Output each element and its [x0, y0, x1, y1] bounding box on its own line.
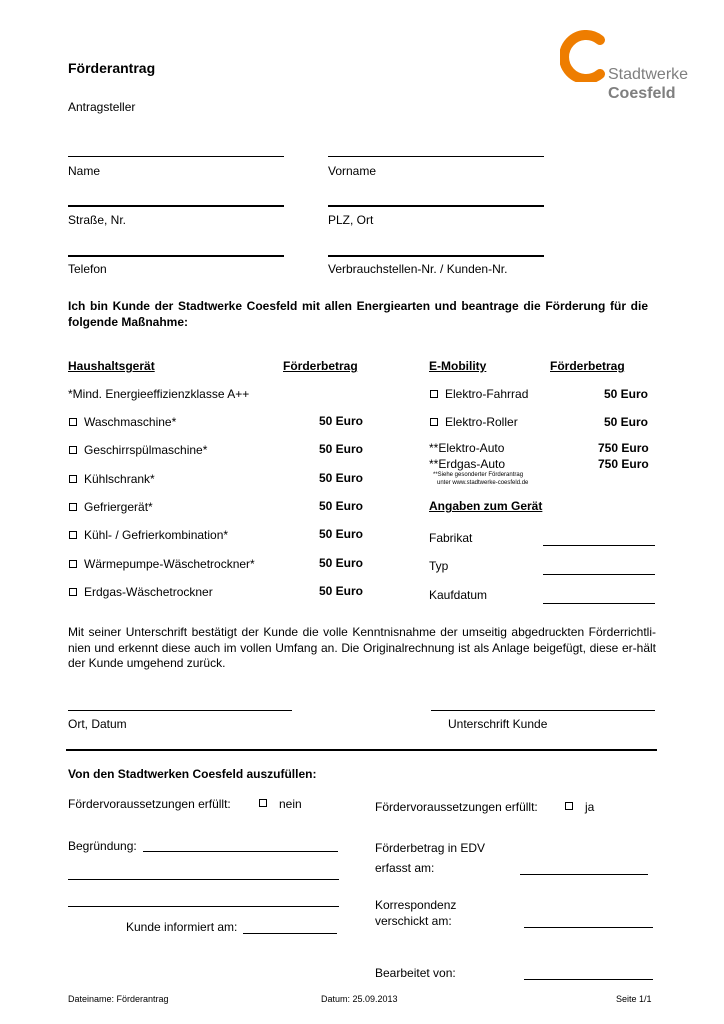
household-item-checkbox[interactable]: [69, 446, 77, 454]
elektro-auto-amount: 750 Euro: [598, 441, 649, 455]
elektro-roller-amount: 50 Euro: [604, 415, 649, 429]
verschickt-label: verschickt am:: [375, 914, 452, 928]
household-item-label: Wärmepumpe-Wäschetrockner*: [84, 556, 255, 571]
household-item-label: Erdgas-Wäschetrockner: [84, 584, 213, 599]
verbrauch-label: Verbrauchstellen-Nr. / Kunden-Nr.: [328, 262, 508, 276]
household-item-checkbox[interactable]: [69, 418, 77, 426]
plz-field[interactable]: [328, 205, 544, 207]
kunde-informiert-field[interactable]: [243, 933, 337, 934]
household-item-amount: 50 Euro: [319, 583, 364, 598]
bearbeitet-field[interactable]: [524, 979, 653, 980]
unterschrift-label: Unterschrift Kunde: [448, 717, 548, 731]
logo-text-line1: Stadtwerke: [608, 66, 689, 83]
typ-label: Typ: [429, 559, 449, 573]
telefon-label: Telefon: [68, 262, 107, 276]
korrespondenz-label: Korrespondenz: [375, 898, 457, 912]
erfasst-field[interactable]: [520, 874, 648, 875]
elektro-auto-label: **Elektro-Auto: [429, 441, 505, 455]
telefon-field[interactable]: [68, 255, 284, 257]
household-item-label: Kühlschrank*: [84, 471, 155, 486]
kaufdatum-label: Kaufdatum: [429, 588, 488, 602]
logo-text-line2: Coesfeld: [608, 85, 676, 102]
footer-seite: Seite 1/1: [616, 994, 652, 1004]
household-item-amount: 50 Euro: [319, 442, 364, 457]
office-heading: Von den Stadtwerken Coesfeld auszufüllen:: [68, 767, 317, 781]
household-item-checkbox[interactable]: [69, 560, 77, 568]
vorname-field[interactable]: [328, 156, 544, 157]
nein-label: nein: [279, 797, 302, 811]
household-item-checkbox[interactable]: [69, 588, 77, 596]
emobility-footnote-1: **Siehe gesonderter Förderantrag: [433, 472, 524, 478]
emobility-heading: E-Mobility: [429, 359, 487, 373]
strasse-label: Straße, Nr.: [68, 213, 127, 227]
fabrikat-field[interactable]: [543, 545, 655, 546]
household-heading: Haushaltsgerät: [68, 359, 155, 373]
voraussetzungen-right-label: Fördervoraussetzungen erfüllt:: [375, 800, 538, 814]
household-item-label: Geschirrspülmaschine*: [84, 443, 208, 458]
household-item-amount: 50 Euro: [319, 414, 364, 428]
household-item-label: Waschmaschine*: [84, 415, 177, 429]
household-item-amount: 50 Euro: [319, 555, 364, 570]
household-item-label: Kühl- / Gefrierkombination*: [84, 528, 229, 543]
emobility-amount-heading: Förderbetrag: [550, 359, 625, 373]
elektro-fahrrad-amount: 50 Euro: [604, 387, 649, 401]
fabrikat-label: Fabrikat: [429, 531, 473, 545]
household-item-amount: 50 Euro: [319, 527, 364, 542]
typ-field[interactable]: [543, 574, 655, 575]
verbrauch-field[interactable]: [328, 255, 544, 257]
elektro-fahrrad-checkbox[interactable]: [430, 390, 438, 398]
page-title: Förderantrag: [68, 60, 156, 76]
intro-text: Ich bin Kunde der Stadtwerke Coesfeld mit allen Energiearten und beantrage die Förderung für die folgende Maßnahme:: [68, 299, 648, 329]
household-item-label: Gefriergerät*: [84, 499, 153, 514]
household-item-checkbox[interactable]: [69, 503, 77, 511]
emobility-footnote-2: unter www.stadtwerke-coesfeld.de: [437, 480, 529, 486]
plz-label: PLZ, Ort: [328, 213, 374, 227]
verschickt-field[interactable]: [524, 927, 653, 928]
elektro-roller-label: Elektro-Roller: [445, 415, 518, 429]
footer-datum: Datum: 25.09.2013: [321, 994, 398, 1004]
ort-datum-field[interactable]: [68, 710, 292, 711]
efficiency-note: *Mind. Energieeffizienzklasse A++: [68, 387, 250, 401]
elektro-fahrrad-label: Elektro-Fahrrad: [445, 387, 529, 401]
ja-checkbox[interactable]: [565, 802, 573, 810]
household-item-checkbox[interactable]: [69, 531, 77, 539]
stadtwerke-logo: [560, 30, 690, 105]
household-item-amount: 50 Euro: [319, 498, 364, 513]
household-item-checkbox[interactable]: [69, 475, 77, 483]
betrag-edv-label: Förderbetrag in EDV: [375, 841, 486, 855]
strasse-field[interactable]: [68, 205, 284, 207]
household-amount-heading: Förderbetrag: [283, 359, 358, 373]
elektro-roller-checkbox[interactable]: [430, 418, 438, 426]
confirmation-text: Mit seiner Unterschrift bestätigt der Kunde die volle Kenntnisnahme der umseitig abgedruckten Förderrichtli-nien und erkennt diese auch im vollen Umfang an. Die Originalrechnung ist als Anlage beigefügt, diese er-hält der Kunde umgehend zurück.: [68, 625, 656, 670]
erfasst-label: erfasst am:: [375, 861, 435, 875]
begruendung-line-2[interactable]: [68, 879, 339, 880]
kaufdatum-field[interactable]: [543, 603, 655, 604]
voraussetzungen-left-label: Fördervoraussetzungen erfüllt:: [68, 797, 231, 811]
household-item-amount: 50 Euro: [319, 470, 364, 485]
kunde-informiert-label: Kunde informiert am:: [126, 920, 238, 934]
logo-c-icon: [560, 30, 612, 82]
bearbeitet-label: Bearbeitet von:: [375, 966, 456, 980]
begruendung-line-3[interactable]: [68, 906, 339, 907]
applicant-heading: Antragsteller: [68, 100, 136, 114]
unterschrift-field[interactable]: [431, 710, 655, 711]
device-heading: Angaben zum Gerät: [429, 499, 543, 513]
vorname-label: Vorname: [328, 164, 377, 178]
name-label: Name: [68, 164, 101, 178]
begruendung-field[interactable]: [143, 851, 338, 852]
erdgas-auto-label: **Erdgas-Auto: [429, 457, 506, 471]
name-field[interactable]: [68, 156, 284, 157]
section-divider: [66, 749, 657, 751]
erdgas-auto-amount: 750 Euro: [598, 457, 649, 471]
nein-checkbox[interactable]: [259, 799, 267, 807]
ja-label: ja: [585, 800, 595, 814]
ort-datum-label: Ort, Datum: [68, 717, 127, 731]
begruendung-label: Begründung:: [68, 839, 137, 853]
footer-dateiname: Dateiname: Förderantrag: [68, 994, 169, 1004]
